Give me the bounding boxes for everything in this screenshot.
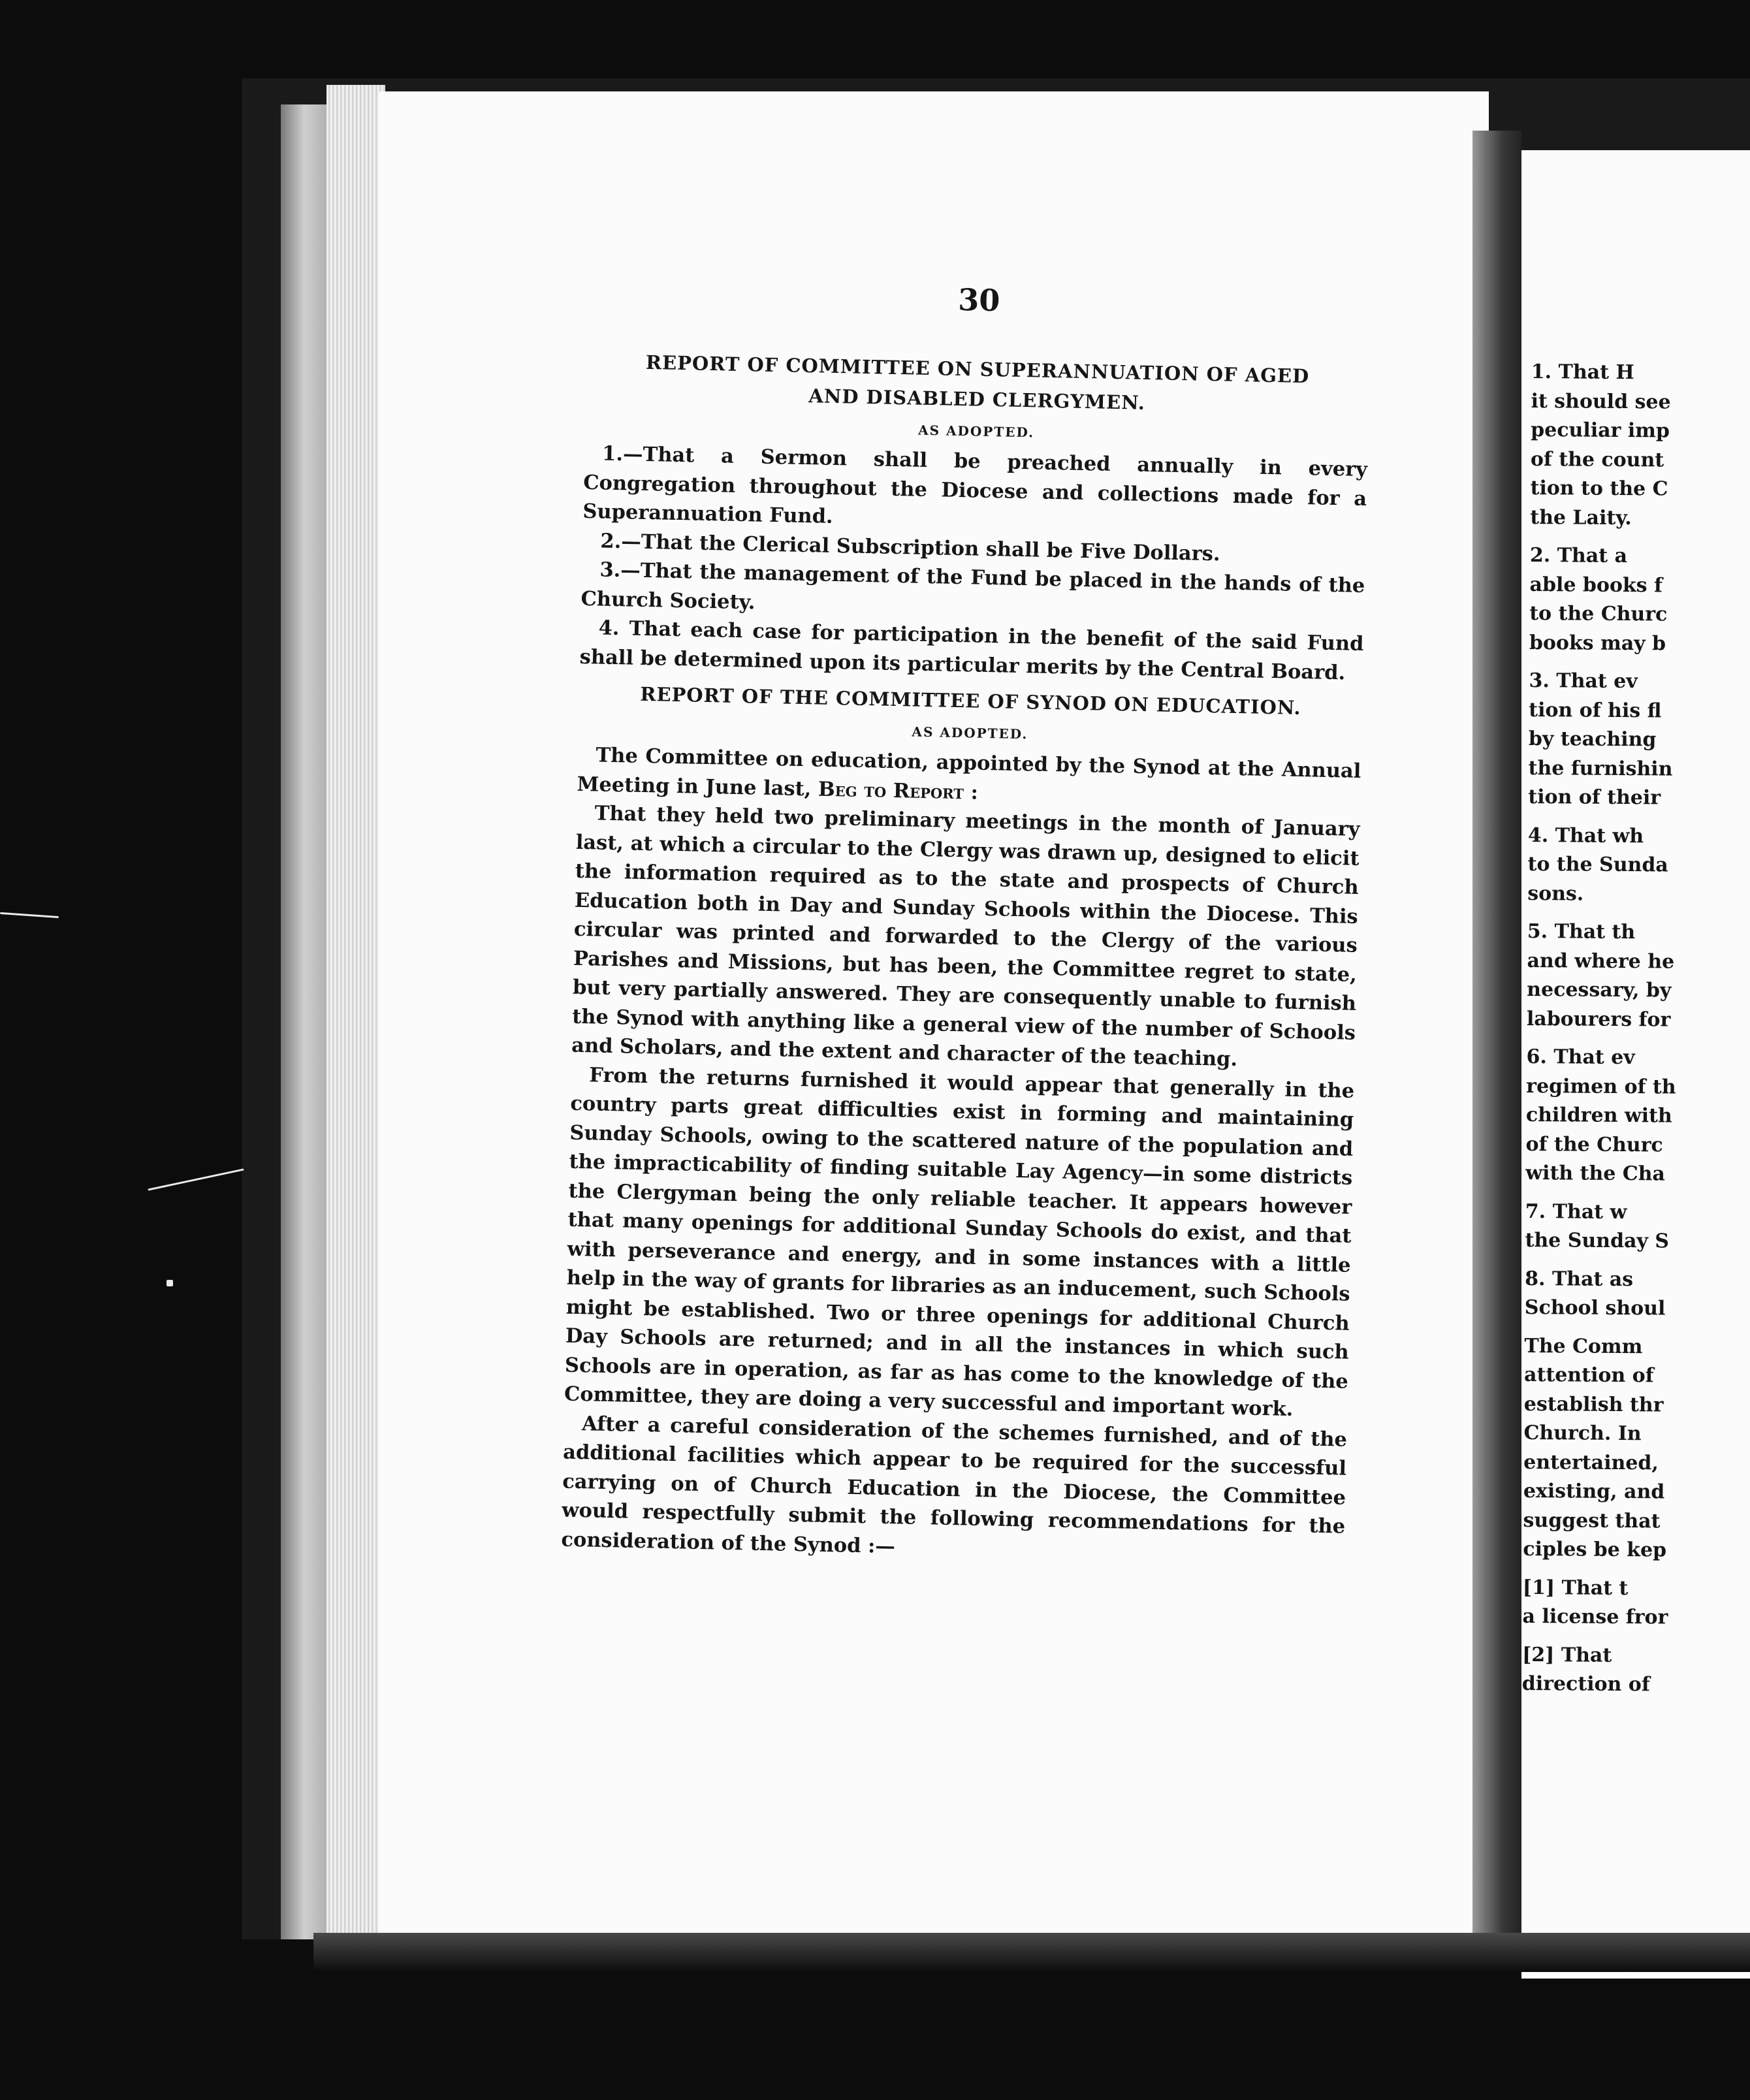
body-paragraph: That they held two preliminary meetings in the month of January last, at which a circular to the Clergy was drawn up, designed to elicit the information required as to the state and prospects of Church Education both in Day and Sunday Schools within the Diocese. This circular was printed and forwarded to the Clergy of the various Parishes and Missions, but has been, the Committee regret to state, but very partially answered. They are consequently unable to furnish the Synod with anything like a general view of the number of Schools and Scholars, and the extent and character of the teaching. [571,801,1360,1072]
right-page-line: the Laity. [1530,505,1632,530]
right-page-line: 2. That a [1529,543,1628,568]
bottom-shadow [313,1933,1750,1972]
right-page-line: tion to the C [1530,476,1668,501]
right-page-line: tion of their [1528,785,1661,810]
right-page-line: entertained, [1523,1450,1659,1474]
body-paragraph: After a careful consideration of the schemes furnished, and of the additional facilities which appear to be required for the successful carrying on of Church Education in the Diocese, the Committee would respectfully submit the following recommendations for the consideration of the Synod :— [561,1411,1348,1558]
right-page-text [1522,358,1750,1700]
right-page-line: able books f [1529,573,1663,597]
right-page-line: books may b [1529,631,1666,655]
right-page-line: children with [1525,1103,1672,1128]
right-page-line: Church. In [1523,1421,1642,1446]
resolution-item: 3.—That the management of the Fund be placed in the hands of the Church Society. [581,558,1365,614]
right-page-line: with the Cha [1525,1161,1666,1186]
right-page-line: the Sunday S [1525,1228,1670,1253]
education-heading: REPORT OF THE COMMITTEE OF SYNOD ON EDUCATION. [640,682,1301,720]
right-page-line: of the count [1530,447,1664,471]
right-page-line: [1] That t [1522,1576,1629,1600]
as-adopted-label: AS ADOPTED. [912,724,1028,742]
left-page-text [561,274,1371,1570]
right-page-line: necessary, by [1527,978,1672,1002]
right-page-line: 8. That as [1525,1267,1634,1291]
right-page-line: [2] That [1522,1643,1612,1667]
right-page-line: to the Churc [1529,601,1668,626]
right-page-line: 6. That ev [1526,1045,1635,1070]
right-page-line: and where he [1527,949,1675,974]
right-page-line: regimen of th [1526,1074,1676,1099]
right-page-line: peculiar imp [1531,418,1670,443]
film-scratch [0,912,59,918]
heading-line: REPORT OF COMMITTEE ON SUPERANNUATION OF AGED [645,351,1310,388]
right-page-line: labourers for [1526,1007,1671,1032]
right-page-line: 3. That ev [1529,669,1638,693]
right-page-line: to the Sunda [1527,852,1668,877]
right-page-line: sons. [1527,882,1584,906]
right-page-line: by teaching [1528,727,1657,752]
film-scratch [148,1168,244,1190]
right-page-line: establish thr [1523,1392,1664,1416]
body-paragraph: From the returns furnished it would appear that generally in the country parts great difficulties exist in forming and maintaining Sunday Schools, owing to the scattered nature of the population and the impracticability of finding suitable Lay Agency—in some districts the Clergyman being the only reliable teacher. It appears however that many openings for additional Sunday Schools do exist, and that with perseverance and energy, and in some instances with a little help in the way of grants for libraries as an inducement, such Schools might be established. Two or three openings for additional Church Day Schools are returned; and in all the instances in which such Schools are in operation, as far as has come to the knowledge of the Committee, they are doing a very successful and important work. [564,1062,1355,1422]
page-number: 30 [957,281,1000,319]
right-page-line: 4. That wh [1527,823,1644,848]
resolution-item: 4. That each case for participation in the benefit of the said Fund shall be determined upon its particular merits by the Central Board. [579,616,1364,684]
right-page-line: of the Churc [1525,1132,1663,1156]
page-stack-edge [326,85,385,1939]
resolution-item: 1.—That a Sermon shall be preached annually in every Congregation throughout the Diocese and collections made for a Superannuation Fund. [582,441,1368,528]
heading-line: AND DISABLED CLERGYMEN. [808,385,1146,414]
book-gutter [1472,131,1521,1959]
intro-text: The Committee on education, appointed by the Synod at the Annual Meeting in June last, [577,743,1361,801]
right-page-line: 5. That th [1527,919,1636,944]
right-page-line: 1. That H [1531,360,1634,385]
right-page-line: suggest that [1523,1508,1661,1533]
right-page-line: School shoul [1524,1296,1666,1320]
right-page-line: existing, and [1523,1479,1665,1504]
as-adopted-label: AS ADOPTED. [917,422,1035,441]
right-page-line: tion of his fl [1529,698,1662,722]
resolution-item: 2.—That the Clerical Subscription shall be Five Dollars. [600,529,1220,565]
beg-to-report: Beg to Report : [818,777,979,804]
right-page-line: ciples be kep [1523,1537,1667,1562]
right-page-line: direction of [1521,1672,1650,1696]
right-page-line: 7. That w [1525,1200,1627,1224]
film-scratch [167,1280,173,1286]
right-page-line: it should see [1531,389,1671,413]
superannuation-heading [585,346,1370,422]
right-page-line: attention of [1524,1363,1654,1388]
right-page-line: a license fror [1522,1604,1668,1629]
right-page-line: The Comm [1524,1334,1643,1358]
right-page-line: the furnishin [1528,756,1673,781]
